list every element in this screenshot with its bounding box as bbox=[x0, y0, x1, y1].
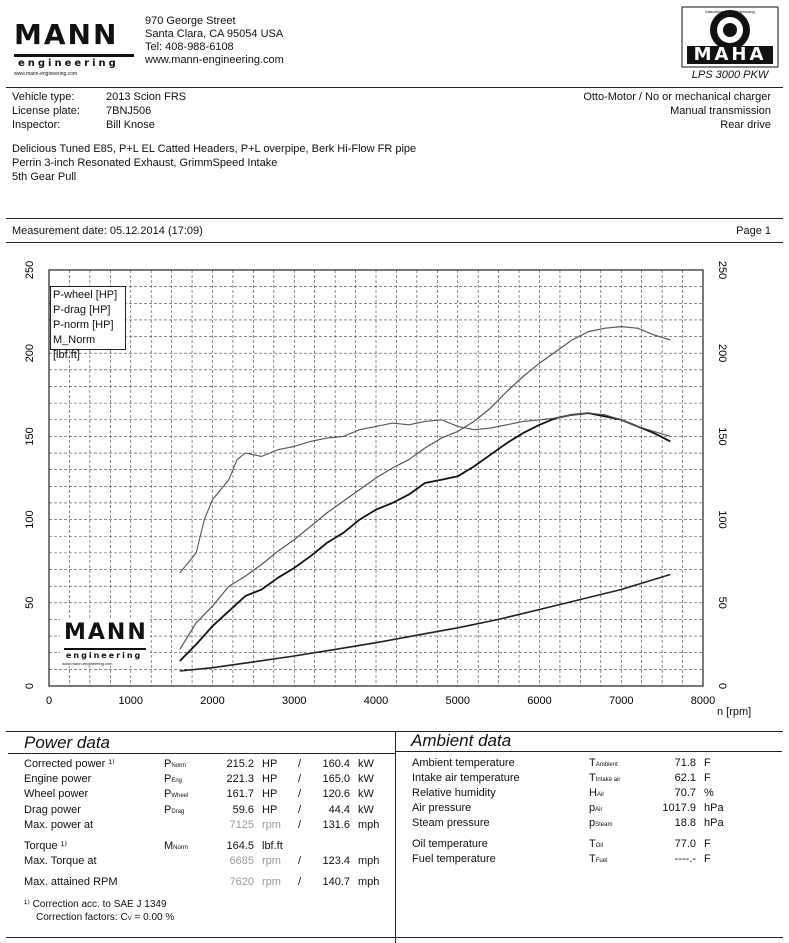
power-row-value1: 7620 bbox=[229, 876, 254, 888]
symbol-sub: Steam bbox=[595, 822, 613, 828]
ambient-row-label: Relative humidity bbox=[412, 787, 496, 799]
ambient-row-symbol bbox=[589, 757, 618, 772]
power-row-label: Max. power at bbox=[24, 819, 94, 831]
drive-type: Rear drive bbox=[720, 119, 771, 131]
y-tick-label-right: 250 bbox=[716, 260, 728, 280]
power-row-sep: / bbox=[298, 773, 302, 785]
chart-logo-url: www.mann-engineering.com bbox=[62, 661, 113, 666]
power-row-value1: 161.7 bbox=[226, 788, 254, 800]
vehicle-notes-line3: 5th Gear Pull bbox=[12, 171, 77, 183]
legend-m-norm: M_Norm [lbf.ft] bbox=[53, 334, 96, 361]
symbol-main: P bbox=[164, 788, 172, 800]
symbol-sub: Eng bbox=[171, 778, 183, 784]
ambient-row-label: Oil temperature bbox=[412, 838, 488, 850]
ambient-row-value: ----.- bbox=[674, 853, 696, 865]
power-row-label: Max. Torque at bbox=[24, 855, 97, 867]
maha-model: LPS 3000 PKW bbox=[691, 69, 769, 81]
footnote-correction: ¹⁾ Correction acc. to SAE J 1349 bbox=[24, 899, 167, 910]
symbol-sub: Oil bbox=[595, 843, 604, 849]
x-axis-label: n [rpm] bbox=[717, 706, 752, 718]
chart-logo-text: MANN bbox=[64, 620, 148, 645]
ambient-row-label: Fuel temperature bbox=[412, 853, 496, 865]
y-tick-label-right: 0 bbox=[716, 682, 728, 690]
y-tick-label-left: 0 bbox=[24, 682, 36, 690]
ambient-row bbox=[0, 838, 789, 852]
chart-logo-sub: engineering bbox=[66, 651, 143, 660]
company-website: www.mann-engineering.com bbox=[145, 54, 284, 66]
maha-badge: Maschinenbau Haldenwang bbox=[705, 9, 755, 14]
company-logo-text: MANN bbox=[14, 18, 119, 51]
symbol-main: P bbox=[164, 758, 172, 770]
x-tick-label: 3000 bbox=[282, 695, 307, 707]
power-row-label: Corrected power ¹⁾ bbox=[24, 758, 115, 770]
power-row-unit1: HP bbox=[262, 758, 278, 770]
x-tick-label: 6000 bbox=[527, 695, 552, 707]
y-tick-label-left: 200 bbox=[24, 344, 36, 363]
power-row-value1: 6685 bbox=[229, 855, 254, 867]
legend-p-norm: P-norm [HP] bbox=[53, 319, 114, 331]
company-logo-sub: engineering bbox=[18, 58, 119, 69]
footnote-factors-label: Correction factors: C bbox=[36, 912, 128, 923]
ambient-row-unit: hPa bbox=[704, 817, 724, 829]
x-tick-label: 1000 bbox=[118, 695, 143, 707]
company-phone: Tel: 408-988-6108 bbox=[145, 41, 234, 53]
vehicle-type-label: Vehicle type: bbox=[12, 91, 75, 103]
power-row-unit2: kW bbox=[358, 773, 374, 785]
power-row-unit2: mph bbox=[358, 819, 380, 831]
ambient-row-symbol bbox=[589, 817, 612, 832]
power-row-value1: 7125 bbox=[229, 819, 254, 831]
y-tick-label-right: 50 bbox=[716, 596, 728, 609]
legend-p-wheel: P-wheel [HP] bbox=[53, 289, 118, 301]
power-row-label: Torque ¹⁾ bbox=[24, 840, 68, 852]
symbol-main: M bbox=[164, 840, 174, 852]
power-row-value2: 120.6 bbox=[322, 788, 350, 800]
address-line2: Santa Clara, CA 95054 USA bbox=[145, 28, 284, 40]
symbol-sub: Air bbox=[596, 792, 605, 798]
maha-logo bbox=[681, 6, 779, 84]
symbol-sub: Intake air bbox=[595, 777, 621, 783]
power-row-value1: 215.2 bbox=[226, 758, 254, 770]
power-row-unit1: rpm bbox=[262, 876, 281, 888]
y-tick-label-left: 250 bbox=[24, 260, 36, 280]
ambient-row-unit: F bbox=[704, 772, 711, 784]
power-row-sep: / bbox=[298, 819, 302, 831]
footnote-factors bbox=[36, 912, 174, 925]
page-number: Page 1 bbox=[736, 225, 771, 237]
ambient-row-label: Intake air temperature bbox=[412, 772, 520, 784]
ambient-row-label: Air pressure bbox=[412, 802, 472, 814]
chart-legend bbox=[50, 286, 126, 361]
power-row-sep: / bbox=[298, 876, 302, 888]
power-title-line bbox=[8, 753, 395, 754]
power-row-unit1: HP bbox=[262, 804, 278, 816]
power-row-value2: 160.4 bbox=[322, 758, 350, 770]
power-row-value1: 221.3 bbox=[226, 773, 254, 785]
power-row-value2: 44.4 bbox=[328, 804, 350, 816]
power-row-unit2: kW bbox=[358, 804, 374, 816]
y-tick-label-left: 150 bbox=[24, 427, 36, 446]
symbol-sub: Fuel bbox=[595, 858, 608, 864]
symbol-main: p bbox=[589, 817, 596, 829]
symbol-sub: Wheel bbox=[171, 793, 189, 799]
symbol-sub: Drag bbox=[171, 809, 185, 815]
ambient-row-label: Steam pressure bbox=[412, 817, 490, 829]
divider-notes bbox=[6, 218, 783, 219]
ambient-title-line bbox=[396, 751, 782, 752]
symbol-sub: Air bbox=[595, 807, 603, 813]
ambient-row-value: 71.8 bbox=[674, 757, 696, 769]
ambient-row-symbol bbox=[589, 772, 620, 787]
legend-p-drag: P-drag [HP] bbox=[53, 304, 111, 316]
maha-logo-text: MAHA bbox=[693, 44, 767, 65]
y-tick-label-right: 150 bbox=[716, 427, 728, 446]
company-logo-bar bbox=[14, 54, 134, 57]
x-tick-label: 0 bbox=[45, 695, 53, 707]
divider-bottom-end bbox=[6, 937, 783, 938]
inspector-value: Bill Knose bbox=[106, 119, 155, 131]
power-row bbox=[0, 876, 395, 890]
power-row-label: Max. attained RPM bbox=[24, 876, 118, 888]
chart-watermark-logo bbox=[60, 618, 150, 666]
x-tick-label: 2000 bbox=[200, 695, 225, 707]
ambient-row bbox=[0, 757, 789, 771]
vehicle-notes-line2: Perrin 3-inch Resonated Exhaust, GrimmSpeed Intake bbox=[12, 157, 278, 169]
power-row-value1: 59.6 bbox=[232, 804, 254, 816]
ambient-row-symbol bbox=[589, 802, 602, 817]
ambient-row bbox=[0, 787, 789, 801]
ambient-row-symbol bbox=[589, 838, 603, 853]
ambient-row-unit: F bbox=[704, 838, 711, 850]
ambient-row bbox=[0, 817, 789, 831]
power-row-unit1: rpm bbox=[262, 855, 281, 867]
symbol-main: T bbox=[589, 853, 596, 865]
symbol-sub: Norm bbox=[173, 845, 188, 851]
footnote-factors-sub: V bbox=[127, 916, 132, 922]
engine-type: Otto-Motor / No or mechanical charger bbox=[583, 91, 771, 103]
power-row-sep: / bbox=[298, 788, 302, 800]
power-row-sep: / bbox=[298, 855, 302, 867]
license-plate-value: 7BNJ506 bbox=[106, 105, 152, 117]
y-tick-label-left: 50 bbox=[24, 596, 36, 609]
ambient-row-unit: F bbox=[704, 853, 711, 865]
power-row-value2: 123.4 bbox=[322, 855, 350, 867]
ambient-row-unit: % bbox=[704, 787, 714, 799]
footnote-factors-value: = 0.00 % bbox=[134, 912, 175, 923]
ambient-row-unit: hPa bbox=[704, 802, 724, 814]
y-tick-label-right: 100 bbox=[716, 510, 728, 529]
ambient-row bbox=[0, 772, 789, 786]
power-row-value2: 140.7 bbox=[322, 876, 350, 888]
vehicle-type-value: 2013 Scion FRS bbox=[106, 91, 187, 103]
inspector-label: Inspector: bbox=[12, 119, 61, 131]
symbol-main: P bbox=[164, 773, 172, 785]
ambient-row-value: 62.1 bbox=[674, 772, 696, 784]
divider-top bbox=[6, 87, 783, 88]
power-row-unit1: lbf.ft bbox=[262, 840, 283, 852]
ambient-row bbox=[0, 853, 789, 867]
power-row-unit2: mph bbox=[358, 876, 380, 888]
power-data-title: Power data bbox=[24, 733, 110, 752]
address-line1: 970 George Street bbox=[145, 15, 236, 27]
ambient-row-symbol bbox=[589, 853, 607, 868]
transmission-type: Manual transmission bbox=[670, 105, 771, 117]
power-row-unit2: kW bbox=[358, 758, 374, 770]
power-row-value2: 165.0 bbox=[322, 773, 350, 785]
ambient-row-value: 18.8 bbox=[674, 817, 696, 829]
ambient-row-value: 70.7 bbox=[674, 787, 696, 799]
power-row-value1: 164.5 bbox=[226, 840, 254, 852]
power-row-sep: / bbox=[298, 804, 302, 816]
company-logo-url: www.mann-engineering.com bbox=[14, 71, 78, 77]
y-tick-label-left: 100 bbox=[24, 510, 36, 529]
symbol-main: T bbox=[589, 772, 596, 784]
symbol-main: P bbox=[164, 804, 172, 816]
symbol-main: H bbox=[589, 787, 597, 799]
symbol-sub: Ambient bbox=[595, 762, 618, 768]
y-tick-label-right: 200 bbox=[716, 344, 728, 363]
symbol-main: T bbox=[589, 757, 596, 769]
power-row-value2: 131.6 bbox=[322, 819, 350, 831]
power-row-label: Engine power bbox=[24, 773, 92, 785]
x-tick-label: 5000 bbox=[445, 695, 470, 707]
company-logo bbox=[14, 18, 136, 76]
power-row-label: Wheel power bbox=[24, 788, 89, 800]
symbol-sub: Norm bbox=[171, 763, 187, 769]
ambient-row-unit: F bbox=[704, 757, 711, 769]
license-plate-label: License plate: bbox=[12, 105, 80, 117]
symbol-main: T bbox=[589, 838, 596, 850]
x-tick-label: 4000 bbox=[363, 695, 389, 707]
power-row-sep: / bbox=[298, 758, 302, 770]
ambient-row-value: 77.0 bbox=[674, 838, 696, 850]
ambient-row bbox=[0, 802, 789, 816]
power-row-label: Drag power bbox=[24, 804, 81, 816]
ambient-data-title: Ambient data bbox=[411, 731, 512, 750]
company-address bbox=[145, 15, 284, 67]
ambient-row-label: Ambient temperature bbox=[412, 757, 515, 769]
measurement-date: Measurement date: 05.12.2014 (17:09) bbox=[12, 225, 203, 237]
ambient-row-value: 1017.9 bbox=[662, 802, 696, 814]
power-row-unit2: mph bbox=[358, 855, 380, 867]
symbol-main: p bbox=[589, 802, 596, 814]
chart-logo-bar bbox=[64, 648, 146, 650]
x-tick-label: 8000 bbox=[690, 695, 716, 707]
power-row-unit1: rpm bbox=[262, 819, 281, 831]
ambient-row-symbol bbox=[589, 787, 604, 802]
power-row-unit1: HP bbox=[262, 773, 278, 785]
vehicle-notes-line1: Delicious Tuned E85, P+L EL Catted Headers, P+L overpipe, Berk Hi-Flow FR pipe bbox=[12, 143, 417, 155]
power-row-unit2: kW bbox=[358, 788, 374, 800]
power-row-unit1: HP bbox=[262, 788, 278, 800]
x-tick-label: 7000 bbox=[609, 695, 634, 707]
